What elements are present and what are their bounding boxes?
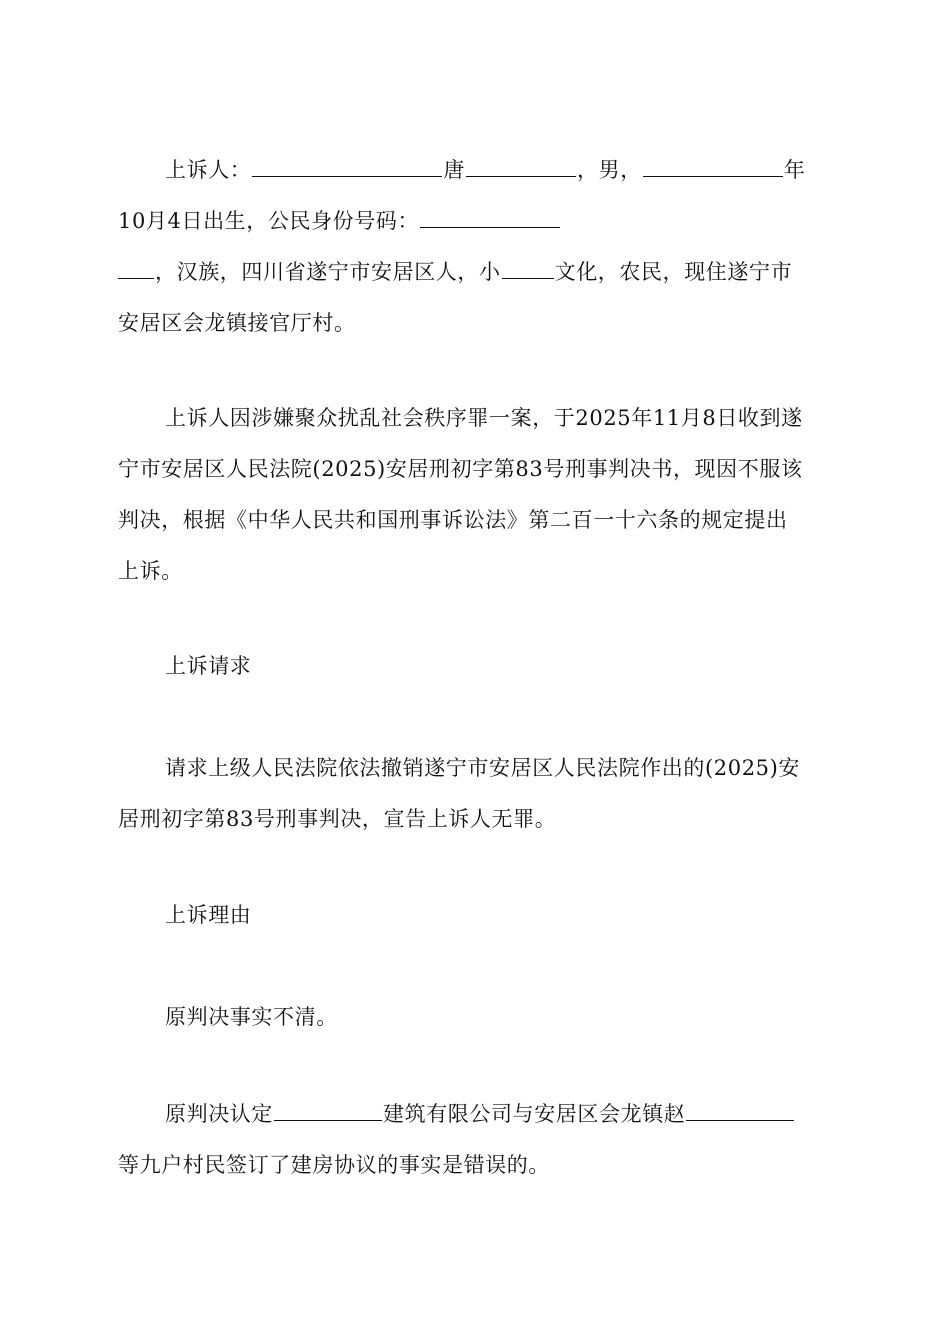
intro-line-3 — [118, 506, 834, 534]
reason-1-text: 原判决事实不清。 — [165, 1005, 338, 1029]
intro-text-2: 宁市安居区人民法院(2025)安居刑初字第83号刑事判决书，现因不服该 — [118, 457, 803, 481]
request-text-1: 请求上级人民法院依法撤销遂宁市安居区人民法院作出的(2025)安 — [165, 756, 801, 780]
reason-heading-text: 上诉理由 — [165, 903, 252, 927]
intro-line-1 — [165, 404, 835, 432]
reason-line-1 — [165, 1003, 835, 1031]
id-number-blank-cont — [118, 259, 154, 279]
company-name-blank — [274, 1101, 382, 1121]
residence-text: 安居区会龙镇接官厅村。 — [118, 311, 356, 335]
birth-year-blank — [643, 157, 783, 177]
intro-text-1: 上诉人因涉嫌聚众扰乱社会秩序罪一案，于2025年11月8日收到遂 — [165, 406, 803, 430]
finding-text-b: 建筑有限公司与安居区会龙镇赵 — [383, 1102, 686, 1126]
intro-text-3: 判决，根据《中华人民共和国刑事诉讼法》第二百一十六条的规定提出 — [118, 508, 788, 532]
finding-text-a: 原判决认定 — [165, 1102, 273, 1126]
id-number-blank — [420, 208, 560, 228]
appellant-line-4 — [118, 309, 834, 337]
request-heading — [165, 652, 835, 680]
appellant-line-3 — [118, 258, 834, 286]
education-residence-text: 文化，农民，现住遂宁市 — [554, 260, 793, 284]
reason-heading — [165, 901, 835, 929]
appellant-label: 上诉人： — [165, 158, 252, 182]
birth-and-id-text: 10月4日出生，公民身份号码： — [118, 209, 420, 233]
appellant-surname: 唐 — [443, 158, 466, 182]
request-text-2: 居刑初字第83号刑事判决，宣告上诉人无罪。 — [118, 807, 557, 831]
finding-line-1 — [165, 1100, 835, 1128]
request-line-1 — [165, 754, 835, 782]
education-blank — [502, 259, 554, 279]
name-blank-2 — [466, 157, 576, 177]
ethnicity-origin-text: ，汉族，四川省遂宁市安居区人，小 — [155, 260, 501, 284]
appellant-line-1 — [165, 156, 835, 184]
intro-line-2 — [118, 455, 834, 483]
request-heading-text: 上诉请求 — [165, 654, 252, 678]
intro-line-4 — [118, 557, 834, 585]
year-suffix: 年 — [783, 158, 806, 182]
appellant-gender: ，男， — [577, 158, 642, 182]
request-line-2 — [118, 805, 834, 833]
finding-line-2 — [118, 1151, 834, 1179]
villager-name-blank — [686, 1101, 794, 1121]
finding-text-line-2: 等九户村民签订了建房协议的事实是错误的。 — [118, 1153, 550, 1177]
appellant-line-2 — [118, 207, 834, 235]
name-blank — [252, 157, 442, 177]
intro-text-4: 上诉。 — [118, 559, 183, 583]
